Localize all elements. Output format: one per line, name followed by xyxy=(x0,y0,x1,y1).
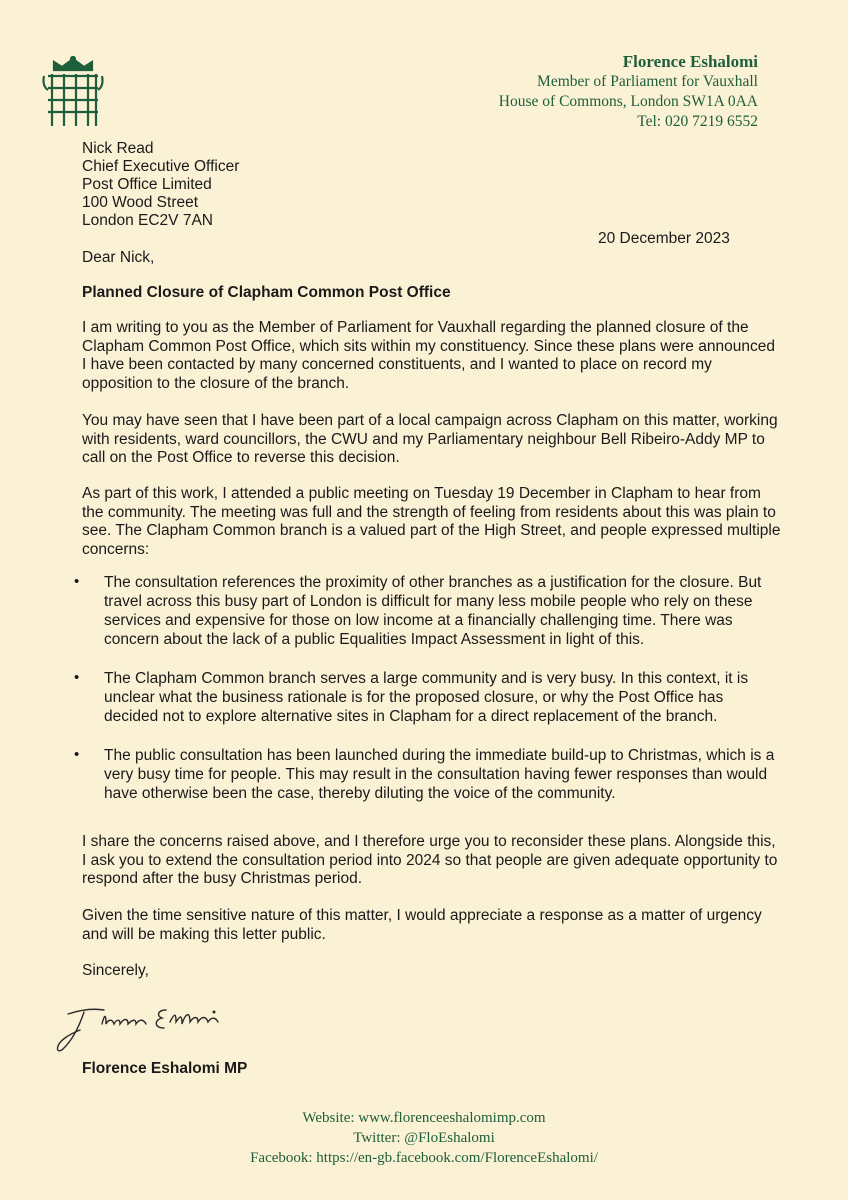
bullet-dot-icon: • xyxy=(74,746,80,763)
letterhead-name: Florence Eshalomi xyxy=(622,52,758,71)
footer-facebook[interactable]: Facebook: https://en-gb.facebook.com/FlorenceEshalomi/ xyxy=(250,1150,598,1166)
concern-bullet-1: The consultation references the proximity of other branches as a justification for the closure. But travel across this busy part of London is difficult for many less mobile people who rely on these services and expensive for those on low income at a financially challenging time. There was concern about the lack of a public Equalities Impact Assessment in light of this. xyxy=(104,574,762,648)
handwritten-signature xyxy=(40,994,240,1058)
concern-bullet-2: The Clapham Common branch serves a large community and is very busy. In this context, it is unclear what the business rationale is for the proposed closure, or why the Post Office has decided not to explore alternative sites in Clapham for a direct replacement of the branch. xyxy=(104,670,749,725)
recipient-name: Nick Read xyxy=(82,140,154,157)
letterhead-address: House of Commons, London SW1A 0AA xyxy=(498,93,758,110)
bullet-dot-icon: • xyxy=(74,573,80,590)
recipient-address xyxy=(82,140,239,230)
recipient-title: Chief Executive Officer xyxy=(82,158,240,175)
letterhead xyxy=(499,52,758,132)
footer-website[interactable]: Website: www.florenceeshalomimp.com xyxy=(302,1110,546,1126)
concern-bullet-3: The public consultation has been launched during the immediate build-up to Christmas, which is a very busy time for people. This may result in the consultation having fewer responses than would have otherwise been the case, thereby diluting the voice of the community. xyxy=(104,747,775,802)
salutation: Dear Nick, xyxy=(82,249,155,266)
sign-off: Sincerely, xyxy=(82,962,149,979)
body-paragraph-1: I am writing to you as the Member of Parliament for Vauxhall regarding the planned closure of the Clapham Common Post Office, which sits within my constituency. Since these plans were announced I have been contacted by many concerned constituents, and I wanted to place on record my opposition to the closure of the branch. xyxy=(82,319,775,392)
recipient-city: London EC2V 7AN xyxy=(82,212,213,229)
letterhead-role: Member of Parliament for Vauxhall xyxy=(537,73,758,90)
portcullis-icon xyxy=(40,56,106,130)
closing-paragraph-2: Given the time sensitive nature of this matter, I would appreciate a response as a matter of urgency and will be making this letter public. xyxy=(82,907,762,943)
recipient-company: Post Office Limited xyxy=(82,176,212,193)
closing-paragraph-1: I share the concerns raised above, and I therefore urge you to reconsider these plans. Alongside this, I ask you to extend the consultation period into 2024 so that people are given adequate opportunity to respond after the busy Christmas period. xyxy=(82,833,778,887)
bullet-dot-icon: • xyxy=(74,669,80,686)
signer-name: Florence Eshalomi MP xyxy=(82,1060,248,1077)
footer-twitter[interactable]: Twitter: @FloEshalomi xyxy=(353,1130,495,1146)
letter-date: 20 December 2023 xyxy=(598,230,730,247)
body-paragraph-2: You may have seen that I have been part of a local campaign across Clapham on this matter, working with residents, ward councillors, the CWU and my Parliamentary neighbour Bell Ribeiro-Addy MP to call on the Post Office to reverse this decision. xyxy=(82,412,778,466)
letter-footer xyxy=(0,1108,848,1168)
body-paragraph-3: As part of this work, I attended a public meeting on Tuesday 19 December in Clapham to hear from the community. The meeting was full and the strength of feeling from residents about this was plain to see. The Clapham Common branch is a valued part of the High Street, and people expressed multiple concerns: xyxy=(82,485,781,558)
recipient-street: 100 Wood Street xyxy=(82,194,199,211)
letterhead-tel: Tel: 020 7219 6552 xyxy=(637,113,758,130)
letter-subject: Planned Closure of Clapham Common Post Office xyxy=(82,284,451,301)
